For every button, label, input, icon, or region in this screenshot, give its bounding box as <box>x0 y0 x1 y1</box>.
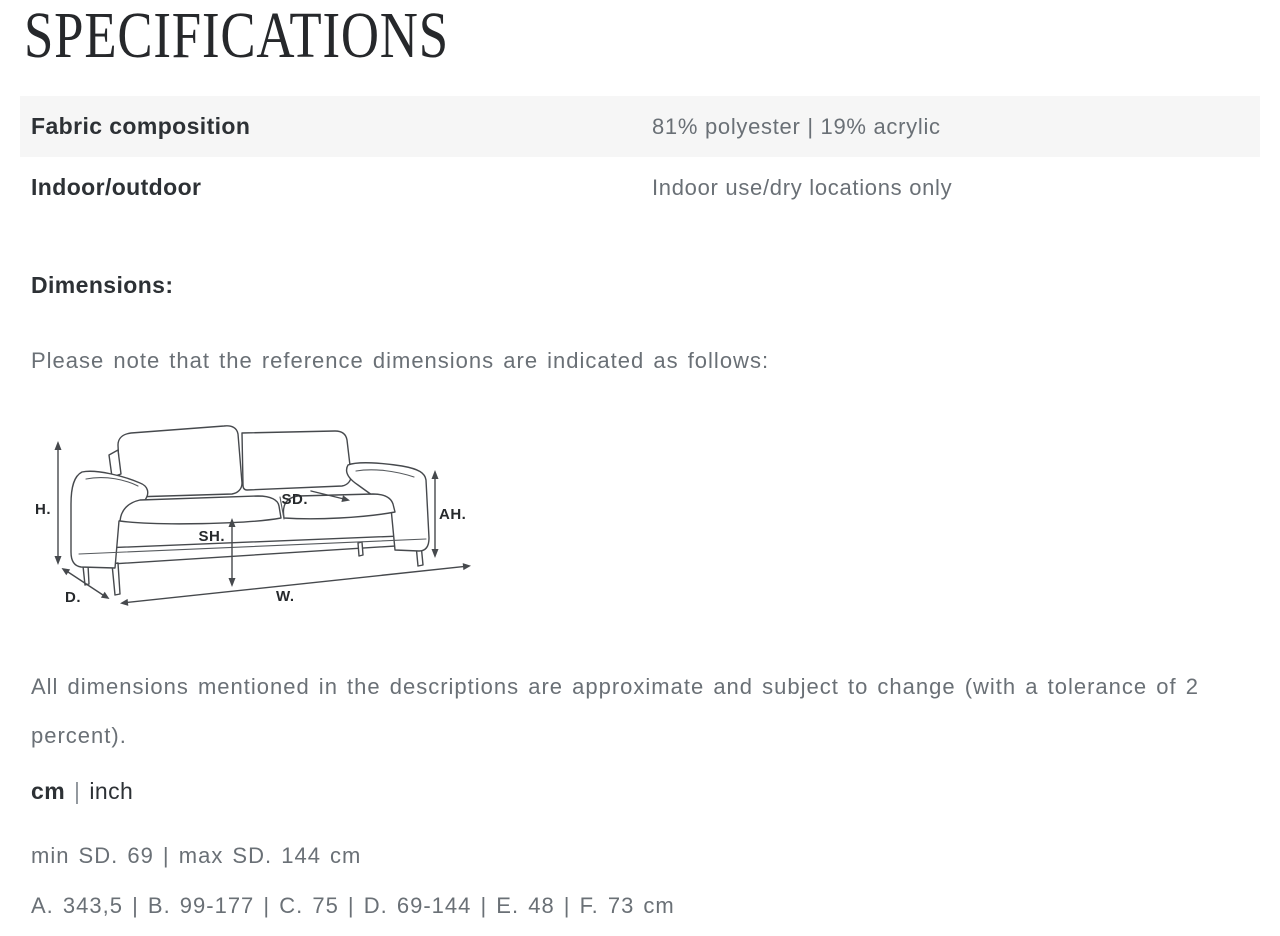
arm-height-label: AH. <box>439 506 467 523</box>
arrowhead <box>432 549 439 558</box>
spec-value: 81% polyester | 19% acrylic <box>652 114 941 139</box>
spec-label: Indoor/outdoor <box>31 174 202 200</box>
spec-label: Fabric composition <box>31 113 251 139</box>
depth-label: D. <box>65 589 81 606</box>
sofa-diagram-svg <box>28 417 478 612</box>
unit-cm: cm <box>31 778 66 804</box>
seat-depth-label: SD. <box>281 491 308 508</box>
seat-depth-range: min SD. 69 | max SD. 144 cm <box>31 843 362 868</box>
spec-row-indoor-outdoor <box>20 157 1260 218</box>
height-label: H. <box>35 501 51 518</box>
arrowhead <box>432 470 439 479</box>
arrowhead <box>62 568 71 575</box>
sofa-leg-back-right <box>358 542 363 556</box>
seat-height-label: SH. <box>198 528 225 545</box>
sofa-headrest-fold <box>109 450 121 477</box>
spec-value: Indoor use/dry locations only <box>652 175 953 200</box>
sofa-back-cushion-right <box>242 431 351 490</box>
arrowhead <box>463 563 471 570</box>
spec-row-fabric-composition <box>20 96 1260 157</box>
tolerance-note: All dimensions mentioned in the descriptions are approximate and subject to change (with a tolerance of 2 percent). <box>31 674 1199 748</box>
arrowhead <box>101 592 110 599</box>
sofa-drawing <box>71 426 429 595</box>
sofa-seat-cushion-left <box>120 496 281 524</box>
dimensions-intro-note: Please note that the reference dimensions are indicated as follows: <box>31 348 770 373</box>
arrowhead <box>120 599 128 606</box>
sofa-base <box>78 535 427 566</box>
arrowhead <box>229 578 236 587</box>
dimension-values: A. 343,5 | B. 99-177 | C. 75 | D. 69-144 | E. 48 | F. 73 cm <box>31 893 675 918</box>
arrowhead <box>55 556 62 565</box>
units-line <box>31 778 133 805</box>
dimensions-heading: Dimensions: <box>31 272 174 298</box>
page-title: SPECIFICATIONS <box>24 0 449 72</box>
unit-inch: inch <box>89 778 134 804</box>
sofa-dimension-diagram <box>28 417 478 612</box>
spec-table <box>20 96 1260 218</box>
arrowhead <box>55 441 62 450</box>
unit-separator: | <box>74 778 81 804</box>
width-label: W. <box>276 588 295 605</box>
width-arrow <box>124 566 467 603</box>
